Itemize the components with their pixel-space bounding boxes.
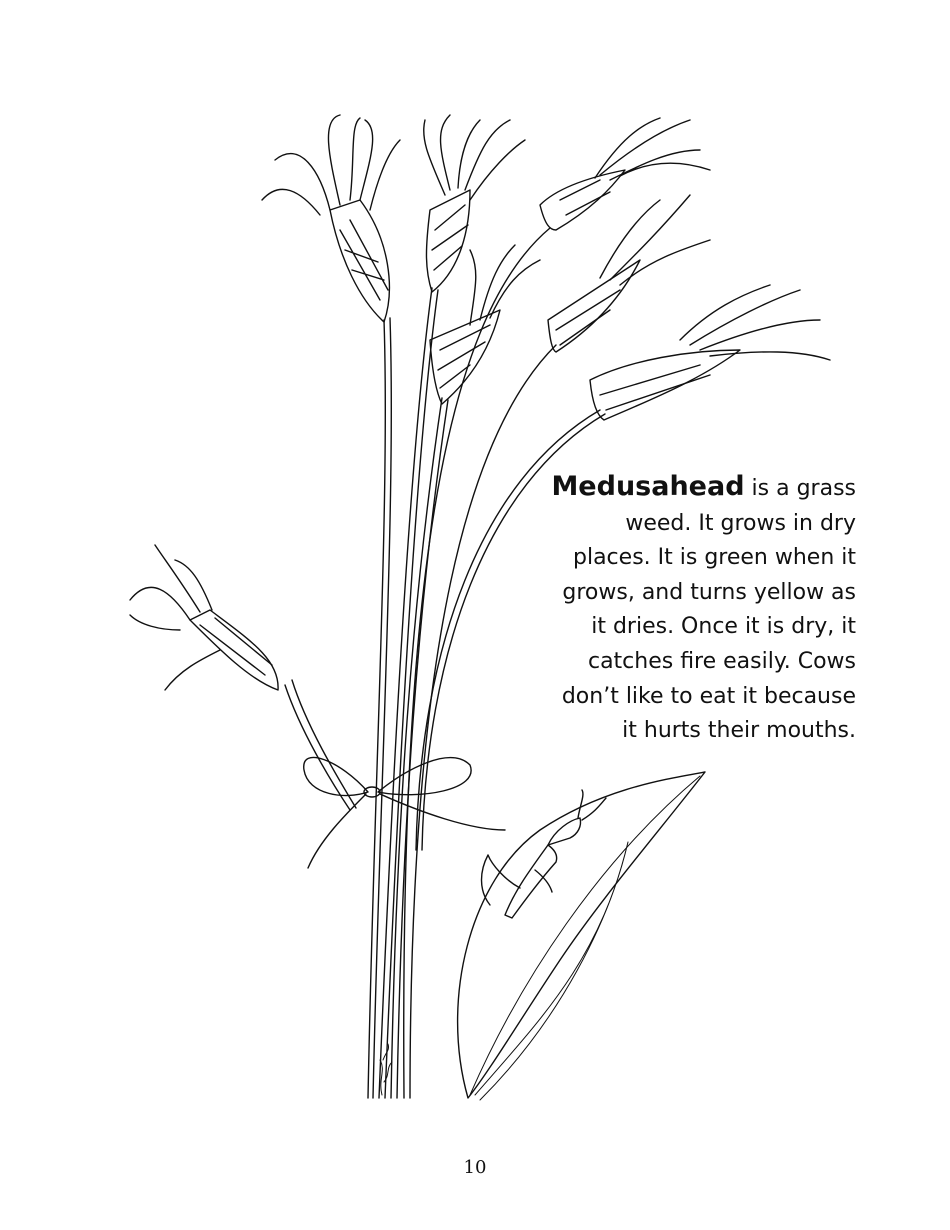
seed-head-4 <box>430 245 540 404</box>
seed-head-3 <box>540 118 710 230</box>
description-text <box>496 470 856 749</box>
leaf <box>458 772 705 1100</box>
seed-head-7 <box>130 545 278 690</box>
ribbon-bow <box>304 757 505 868</box>
seed-head-6 <box>590 285 830 420</box>
description-line-7: don’t like to eat it because <box>561 683 856 709</box>
description-line-2: weed. It grows in dry <box>625 510 856 536</box>
term-medusahead: Medusahead <box>551 471 745 502</box>
description-line-8: it hurts their mouths. <box>622 718 856 744</box>
description-line-4: grows, and turns yellow as <box>562 579 856 605</box>
description-line-5: it dries. Once it is dry, it <box>591 614 856 640</box>
seed-head-5 <box>548 195 710 352</box>
page-number: 10 <box>463 1157 487 1178</box>
description-line-3: places. It is green when it <box>573 545 856 571</box>
seed-head-1 <box>262 115 400 322</box>
description-line-1: is a grass <box>744 476 856 501</box>
description-line-6: catches fire easily. Cows <box>587 648 856 674</box>
grasshopper-icon <box>482 790 607 918</box>
